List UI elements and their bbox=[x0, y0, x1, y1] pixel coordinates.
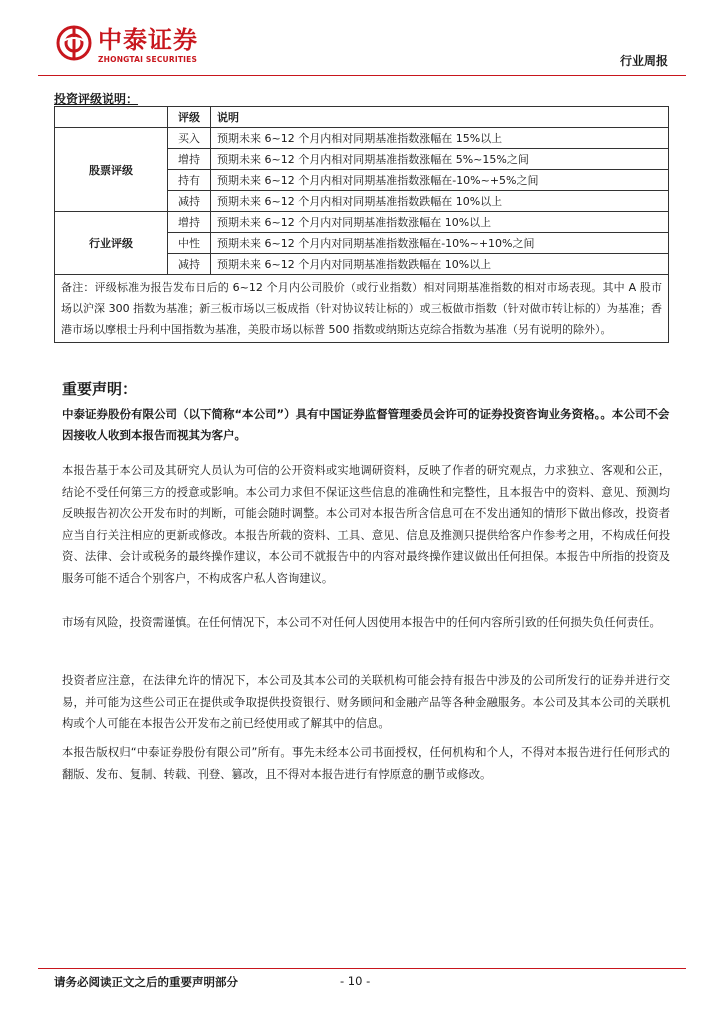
rating-level: 增持 bbox=[168, 149, 211, 170]
header-empty-cell bbox=[55, 107, 168, 128]
statement-paragraph: 市场有风险，投资需谨慎。在任何情况下，本公司不对任何人因使用本报告中的任何内容所引致的任何损失负任何责任。 bbox=[62, 616, 661, 629]
rating-desc: 预期未来 6~12 个月内对同期基准指数涨幅在-10%~+10%之间 bbox=[211, 233, 669, 254]
stock-rating-category: 股票评级 bbox=[55, 128, 168, 212]
header-desc: 说明 bbox=[211, 107, 669, 128]
rating-level: 减持 bbox=[168, 254, 211, 275]
statement-qualification: 中泰证券股份有限公司（以下简称“本公司”）具有中国证券监督管理委员会许可的证券投资咨询业务资格。。本公司不会因接收人收到本报告而视其为客户。 bbox=[62, 407, 670, 442]
rating-desc: 预期未来 6~12 个月内相对同期基准指数涨幅在 15%以上 bbox=[211, 128, 669, 149]
rating-level: 减持 bbox=[168, 191, 211, 212]
table-row bbox=[55, 212, 669, 233]
statement-title: 重要声明： bbox=[62, 380, 138, 398]
statement-paragraph: 本报告基于本公司及其研究人员认为可信的公开资料或实地调研资料，反映了作者的研究观点，力求独立、客观和公正，结论不受任何第三方的授意或影响。本公司力求但不保证这些信息的准确性和完整性，且本报告中的资料、意见、预测均反映报告初次公开发布时的判断，可能会随时调整。本公司对本报告所含信息可在不发出通知的情形下做出修改，投资者应当自行关注相应的更新或修改。本报告所载的资料、工具、意见、信息及推测只提供给客户作参考之用，不构成任何投资、法律、会计或税务的最终操作建议，本公司不就报告中的内容对最终操作建议做出任何担保。本报告中所指的投资及服务可能不适合个别客户，不构成客户私人咨询建议。 bbox=[62, 464, 670, 585]
footer-divider bbox=[38, 968, 686, 969]
table-row bbox=[55, 275, 669, 343]
header-level: 评级 bbox=[168, 107, 211, 128]
zhongtai-logo-icon bbox=[56, 25, 92, 61]
rating-desc: 预期未来 6~12 个月内相对同期基准指数涨幅在 5%~15%之间 bbox=[211, 149, 669, 170]
rating-desc: 预期未来 6~12 个月内对同期基准指数涨幅在 10%以上 bbox=[211, 212, 669, 233]
statement-paragraph: 投资者应注意，在法律允许的情况下，本公司及其本公司的关联机构可能会持有报告中涉及的公司所发行的证券并进行交易，并可能为这些公司正在提供或争取提供投资银行、财务顾问和金融产品等各种金融服务。本公司及其本公司的关联机构或个人可能在本报告公开发布之前已经使用或了解其中的信息。 bbox=[62, 674, 670, 730]
brand-name-en: ZHONGTAI SECURITIES bbox=[98, 55, 198, 64]
rating-table bbox=[54, 106, 669, 343]
industry-rating-category: 行业评级 bbox=[55, 212, 168, 275]
rating-desc: 预期未来 6~12 个月内相对同期基准指数跌幅在 10%以上 bbox=[211, 191, 669, 212]
report-type: 行业周报 bbox=[619, 54, 668, 68]
rating-level: 买入 bbox=[168, 128, 211, 149]
rating-desc: 预期未来 6~12 个月内对同期基准指数跌幅在 10%以上 bbox=[211, 254, 669, 275]
page-header bbox=[0, 0, 724, 80]
header-divider bbox=[38, 75, 686, 76]
rating-table-header bbox=[55, 107, 669, 128]
rating-section-title: 投资评级说明： bbox=[54, 92, 139, 106]
rating-note: 备注：评级标准为报告发布日后的 6~12 个月内公司股价（或行业指数）相对同期基准指数的相对市场表现。其中 A 股市场以沪深 300 指数为基准；新三板市场以三板成指（针对协议转让标的）或三板做市指数（针对做市转让标的）为基准；香港市场以摩根士丹利中国指数为基准，美股市场以标普 500 指数或纳斯达克综合指数为基准（另有说明的除外）。 bbox=[55, 275, 669, 343]
statement-paragraph: 本报告版权归“中泰证券股份有限公司”所有。事先未经本公司书面授权，任何机构和个人，不得对本报告进行任何形式的翻版、发布、复制、转载、刊登、篡改，且不得对本报告进行有悖原意的删节或修改。 bbox=[62, 746, 670, 781]
footer-notice: 请务必阅读正文之后的重要声明部分 bbox=[54, 975, 238, 989]
page-number: - 10 - bbox=[340, 974, 371, 988]
brand-name-cn: 中泰证券 bbox=[98, 26, 198, 54]
rating-level: 持有 bbox=[168, 170, 211, 191]
table-row bbox=[55, 128, 669, 149]
rating-level: 增持 bbox=[168, 212, 211, 233]
rating-level: 中性 bbox=[168, 233, 211, 254]
rating-desc: 预期未来 6~12 个月内相对同期基准指数涨幅在-10%~+5%之间 bbox=[211, 170, 669, 191]
